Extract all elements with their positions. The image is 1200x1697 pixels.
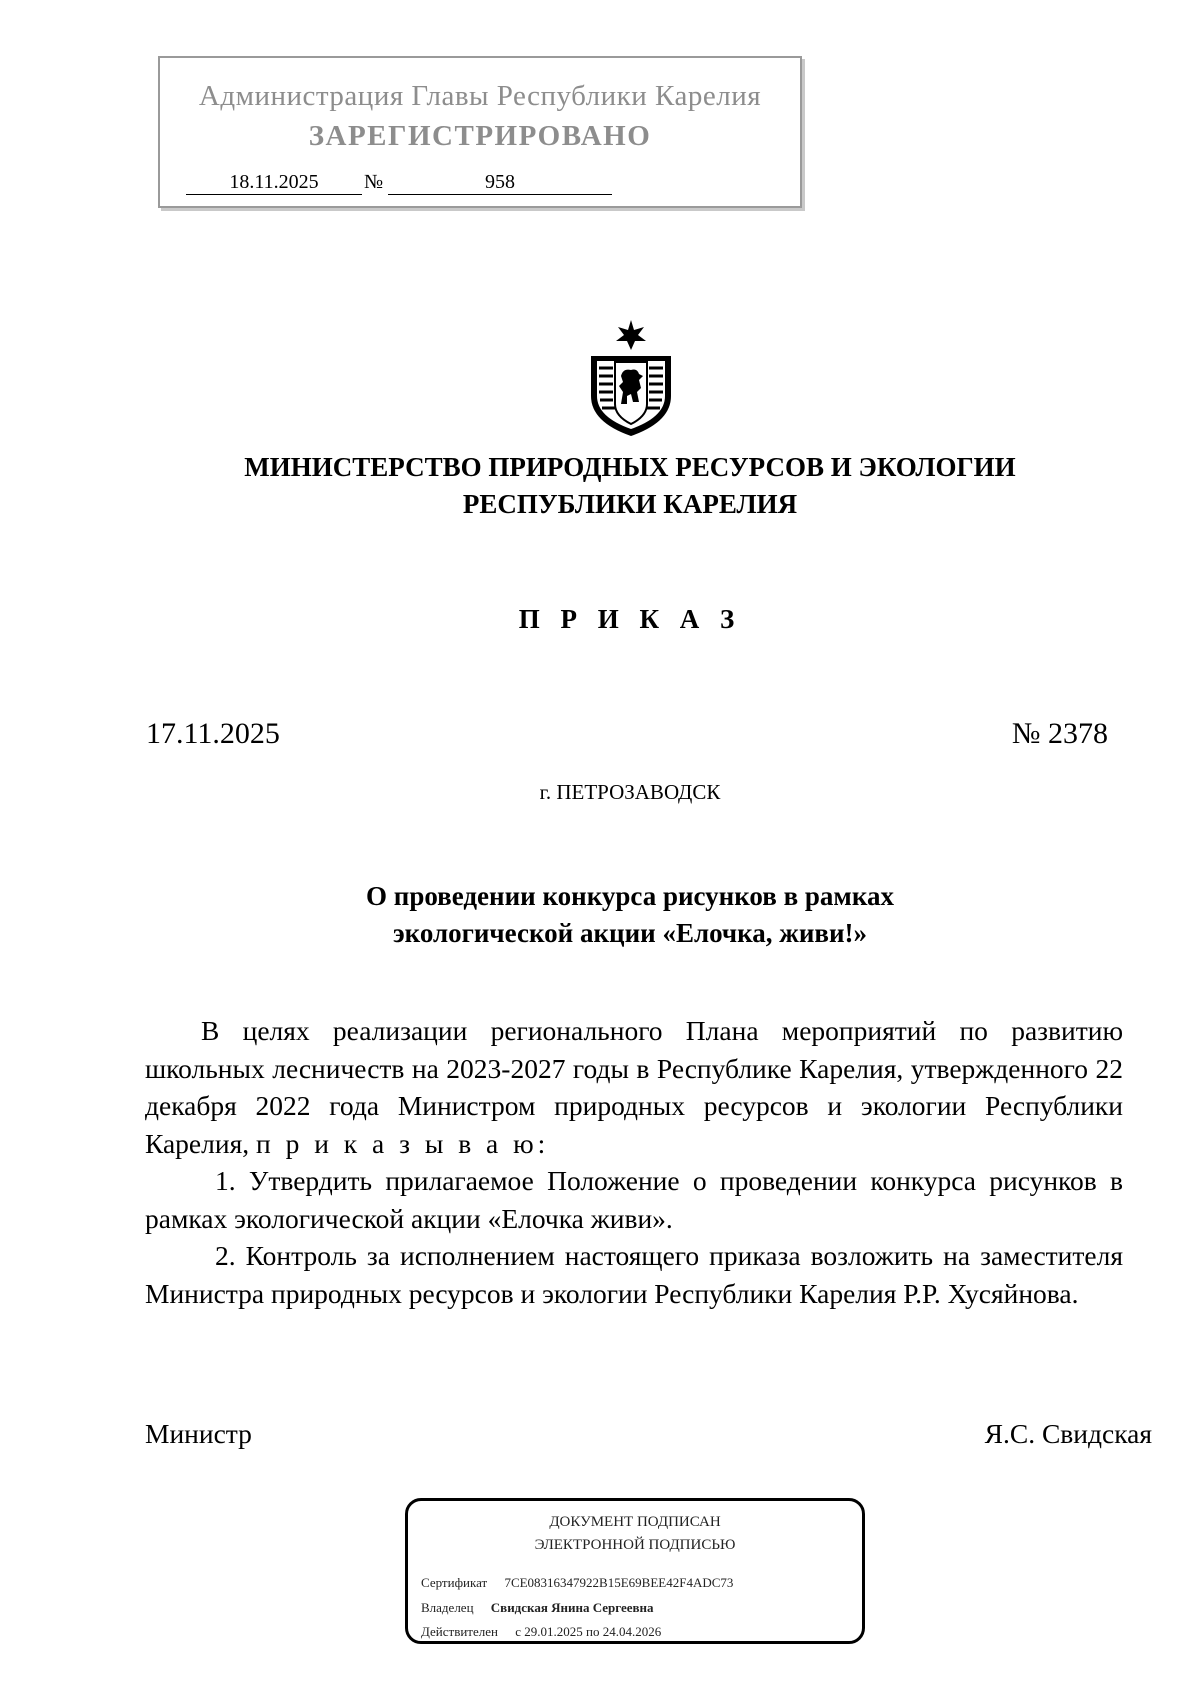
- registration-date: 18.11.2025: [186, 170, 362, 195]
- intro-text: В целях реализации регионального Плана мероприятий по развитию школьных лесничеств на 2023-2027 годы в Республике Карелия, утвержденного 22 декабря 2022 года Министром природных ресурсов и экологии Республики Карелия,: [145, 1015, 1123, 1159]
- esig-owner-value: Свидская Янина Сергеевна: [490, 1600, 654, 1615]
- intro-paragraph: [145, 1012, 1123, 1162]
- order-subject: [0, 878, 1200, 952]
- esig-certificate-value: 7CE08316347922B15E69BEE42F4ADC73: [504, 1575, 734, 1590]
- esig-heading-1: ДОКУМЕНТ ПОДПИСАН: [549, 1514, 721, 1530]
- order-item-1: 1. Утвердить прилагаемое Положение о проведении конкурса рисунков в рамках экологической акции «Елочка живи».: [145, 1165, 1123, 1234]
- order-item-2: 2. Контроль за исполнением настоящего приказа возложить на заместителя Министра природных ресурсов и экологии Республики Карелия Р.Р. Хусяйнова.: [145, 1240, 1123, 1309]
- esig-validity-row: [421, 1624, 661, 1640]
- order-date: 17.11.2025: [146, 717, 280, 750]
- registration-number-sign: №: [364, 171, 384, 193]
- order-body: [145, 1012, 1123, 1312]
- order-subject-line2: экологической акции «Елочка, живи!»: [392, 918, 868, 948]
- order-word: п р и к а з ы в а ю:: [255, 1127, 550, 1159]
- registration-stamp-organization: Администрация Главы Республики Карелия: [198, 80, 762, 112]
- esig-certificate-row: [421, 1575, 733, 1591]
- city: г. ПЕТРОЗАВОДСК: [539, 780, 721, 804]
- order-subject-line1: О проведении конкурса рисунков в рамках: [366, 881, 894, 911]
- registration-number: 958: [388, 170, 612, 195]
- ministry-name: [0, 449, 1200, 523]
- esig-owner-row: [421, 1600, 654, 1616]
- electronic-signature-stamp: [405, 1498, 865, 1644]
- esig-certificate-label: Сертификат: [421, 1575, 488, 1590]
- esig-heading-2: ЭЛЕКТРОННОЙ ПОДПИСЬЮ: [534, 1537, 736, 1553]
- esig-owner-label: Владелец: [421, 1600, 474, 1615]
- esig-validity-value: с 29.01.2025 по 24.04.2026: [515, 1624, 662, 1639]
- ministry-name-line1: МИНИСТЕРСТВО ПРИРОДНЫХ РЕСУРСОВ И ЭКОЛОГИИ: [244, 452, 1016, 482]
- signatory-title: Министр: [145, 1418, 252, 1449]
- registration-stamp-status: ЗАРЕГИСТРИРОВАНО: [308, 120, 652, 152]
- document-type: П Р И К А З: [518, 604, 742, 634]
- registration-stamp: [158, 56, 802, 208]
- esig-validity-label: Действителен: [421, 1624, 498, 1639]
- order-number: № 2378: [1011, 717, 1108, 750]
- karelia-coat-of-arms-icon: [583, 318, 679, 438]
- ministry-name-line2: РЕСПУБЛИКИ КАРЕЛИЯ: [462, 489, 798, 519]
- signatory-name: Я.С. Свидская: [984, 1418, 1152, 1449]
